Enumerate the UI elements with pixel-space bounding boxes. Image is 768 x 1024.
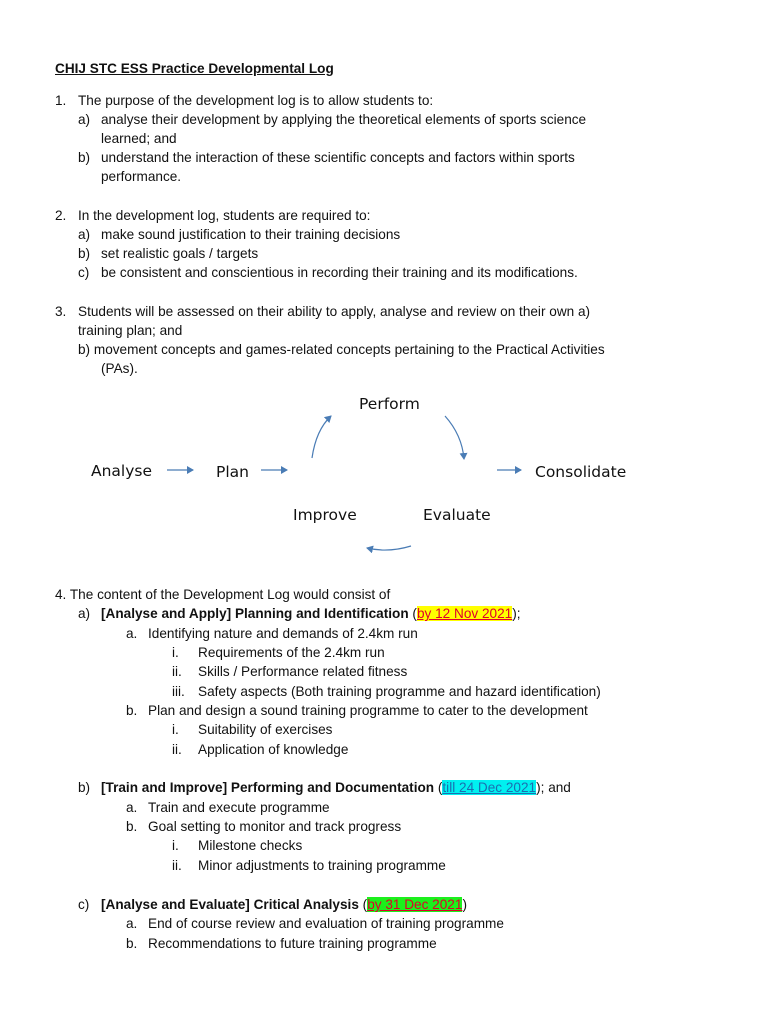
list-item-text: make sound justification to their training decisions <box>101 227 401 242</box>
paren-open: ( <box>434 780 443 795</box>
list-item-text: analyse their development by applying the theoretical elements of sports science <box>101 112 587 127</box>
list-item-text: End of course review and evaluation of training programme <box>148 916 504 931</box>
list-marker: a) <box>78 227 91 242</box>
section-4c-heading <box>101 897 467 913</box>
list-item-text: Application of knowledge <box>198 742 349 757</box>
list-marker: ii. <box>172 858 182 873</box>
section-4a-heading <box>101 606 521 622</box>
list-item-text: understand the interaction of these scientific concepts and factors within sports <box>101 150 575 165</box>
deadline-highlight: till 24 Dec 2021 <box>442 780 537 795</box>
section-2-intro: In the development log, students are required to: <box>78 208 371 223</box>
list-item-text: Train and execute programme <box>148 800 330 815</box>
section-3-text: Students will be assessed on their ability to apply, analyse and review on their own a) <box>78 304 591 319</box>
paren-close: ); <box>512 606 521 621</box>
list-marker: ii. <box>172 742 182 757</box>
section-2-number: 2. <box>55 208 67 223</box>
list-item-text: Plan and design a sound training programme to cater to the development <box>148 703 588 718</box>
list-marker: a) <box>78 606 91 621</box>
list-marker: a. <box>126 916 138 931</box>
list-marker: ii. <box>172 664 182 679</box>
list-item-text: Skills / Performance related fitness <box>198 664 408 679</box>
section-1-number: 1. <box>55 93 67 108</box>
diagram-label-evaluate: Evaluate <box>423 506 491 524</box>
section-1-intro: The purpose of the development log is to allow students to: <box>78 93 434 108</box>
heading-text: [Train and Improve] Performing and Documentation <box>101 780 435 795</box>
list-item-text: set realistic goals / targets <box>101 246 259 261</box>
paren-close: ); and <box>536 780 571 795</box>
list-marker: c) <box>78 265 90 280</box>
diagram-label-improve: Improve <box>293 506 357 524</box>
list-item-text: performance. <box>101 169 182 184</box>
list-marker: i. <box>172 838 179 853</box>
list-item-text: Safety aspects (Both training programme and hazard identification) <box>198 684 601 699</box>
arrow-to-perform <box>312 416 331 458</box>
list-item-text: Recommendations to future training programme <box>148 936 437 951</box>
diagram-label-analyse: Analyse <box>91 462 153 480</box>
list-item-text: Identifying nature and demands of 2.4km run <box>148 626 418 641</box>
document-title: CHIJ STC ESS Practice Developmental Log <box>55 61 334 76</box>
list-item-text: Milestone checks <box>198 838 303 853</box>
paren-open: ( <box>358 897 368 912</box>
list-item-text: be consistent and conscientious in recording their training and its modifications. <box>101 265 578 280</box>
list-marker: a. <box>126 800 138 815</box>
paren-close: ) <box>462 897 467 912</box>
arrow-perform-to-evaluate <box>445 416 464 459</box>
list-marker: b. <box>126 703 138 718</box>
list-marker: b. <box>126 819 138 834</box>
paren-open: ( <box>408 606 417 621</box>
section-4-intro: 4. The content of the Development Log would consist of <box>55 587 391 602</box>
section-3-text: training plan; and <box>78 323 183 338</box>
list-item-text: learned; and <box>101 131 177 146</box>
section-3-text: (PAs). <box>101 361 138 376</box>
list-item-text: Minor adjustments to training programme <box>198 858 446 873</box>
list-item-text: Suitability of exercises <box>198 722 333 737</box>
section-3-text: b) movement concepts and games-related concepts pertaining to the Practical Activities <box>78 342 605 357</box>
list-marker: i. <box>172 645 179 660</box>
list-marker: c) <box>78 897 90 912</box>
list-marker: iii. <box>172 684 185 699</box>
list-marker: b) <box>78 246 91 261</box>
list-item-text: Goal setting to monitor and track progress <box>148 819 402 834</box>
deadline-highlight: by 12 Nov 2021 <box>416 606 513 621</box>
heading-text: [Analyse and Apply] Planning and Identification <box>101 606 409 621</box>
list-marker: b) <box>78 780 91 795</box>
list-marker: b. <box>126 936 138 951</box>
list-marker: a) <box>78 112 91 127</box>
arrow-evaluate-to-improve <box>367 546 411 550</box>
diagram-label-consolidate: Consolidate <box>535 463 627 481</box>
heading-text: [Analyse and Evaluate] Critical Analysis <box>101 897 359 912</box>
diagram-label-plan: Plan <box>216 463 249 481</box>
list-item-text: Requirements of the 2.4km run <box>198 645 385 660</box>
list-marker: i. <box>172 722 179 737</box>
section-4b-heading <box>101 780 571 796</box>
deadline-highlight: by 31 Dec 2021 <box>367 897 463 912</box>
section-3-number: 3. <box>55 304 67 319</box>
list-marker: b) <box>78 150 91 165</box>
list-marker: a. <box>126 626 138 641</box>
diagram-arrows <box>0 380 768 570</box>
diagram-label-perform: Perform <box>359 395 420 413</box>
